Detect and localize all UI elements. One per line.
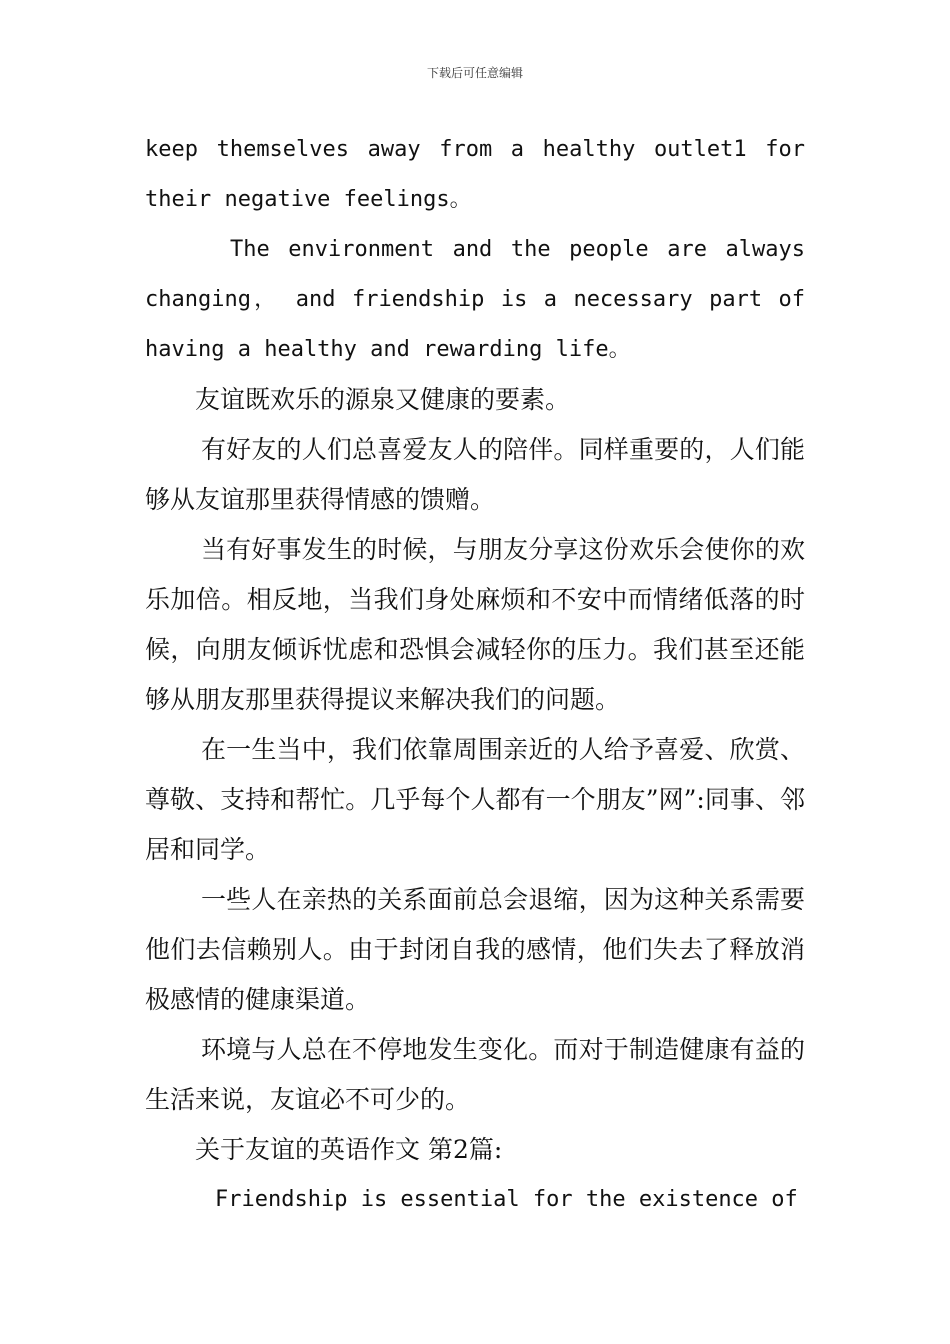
paragraph-2: The environment and the people are always changing， and friendship is a necessary part of having a healthy and rewarding life。 — [145, 237, 805, 362]
paragraph-9: Friendship is essential for the existence of — [215, 1187, 798, 1212]
paragraph-8: 环境与人总在不停地发生变化。而对于制造健康有益的生活来说，友谊必不可少的。 — [145, 1035, 805, 1114]
document-body — [145, 125, 805, 1225]
section-heading: 关于友谊的英语作文 第2篇: — [195, 1135, 503, 1164]
page-header: 下载后可任意编辑 — [426, 66, 523, 80]
paragraph-4: 有好友的人们总喜爱友人的陪伴。同样重要的，人们能够从友谊那里获得情感的馈赠。 — [145, 435, 805, 514]
paragraph-3: 友谊既欢乐的源泉又健康的要素。 — [195, 385, 571, 414]
paragraph-7: 一些人在亲热的关系面前总会退缩，因为这种关系需要他们去信赖别人。由于封闭自我的感情，他们失去了释放消极感情的健康渠道。 — [145, 885, 805, 1014]
paragraph-1: keep themselves away from a healthy outlet1 for their negative feelings。 — [145, 137, 805, 212]
paragraph-6: 在一生当中，我们依靠周围亲近的人给予喜爱、欣赏、尊敬、支持和帮忙。几乎每个人都有一个朋友”网”:同事、邻居和同学。 — [145, 735, 805, 864]
paragraph-5: 当有好事发生的时候，与朋友分享这份欢乐会使你的欢乐加倍。相反地，当我们身处麻烦和不安中而情绪低落的时候，向朋友倾诉忧虑和恐惧会减轻你的压力。我们甚至还能够从朋友那里获得提议来解决我们的问题。 — [145, 535, 805, 714]
